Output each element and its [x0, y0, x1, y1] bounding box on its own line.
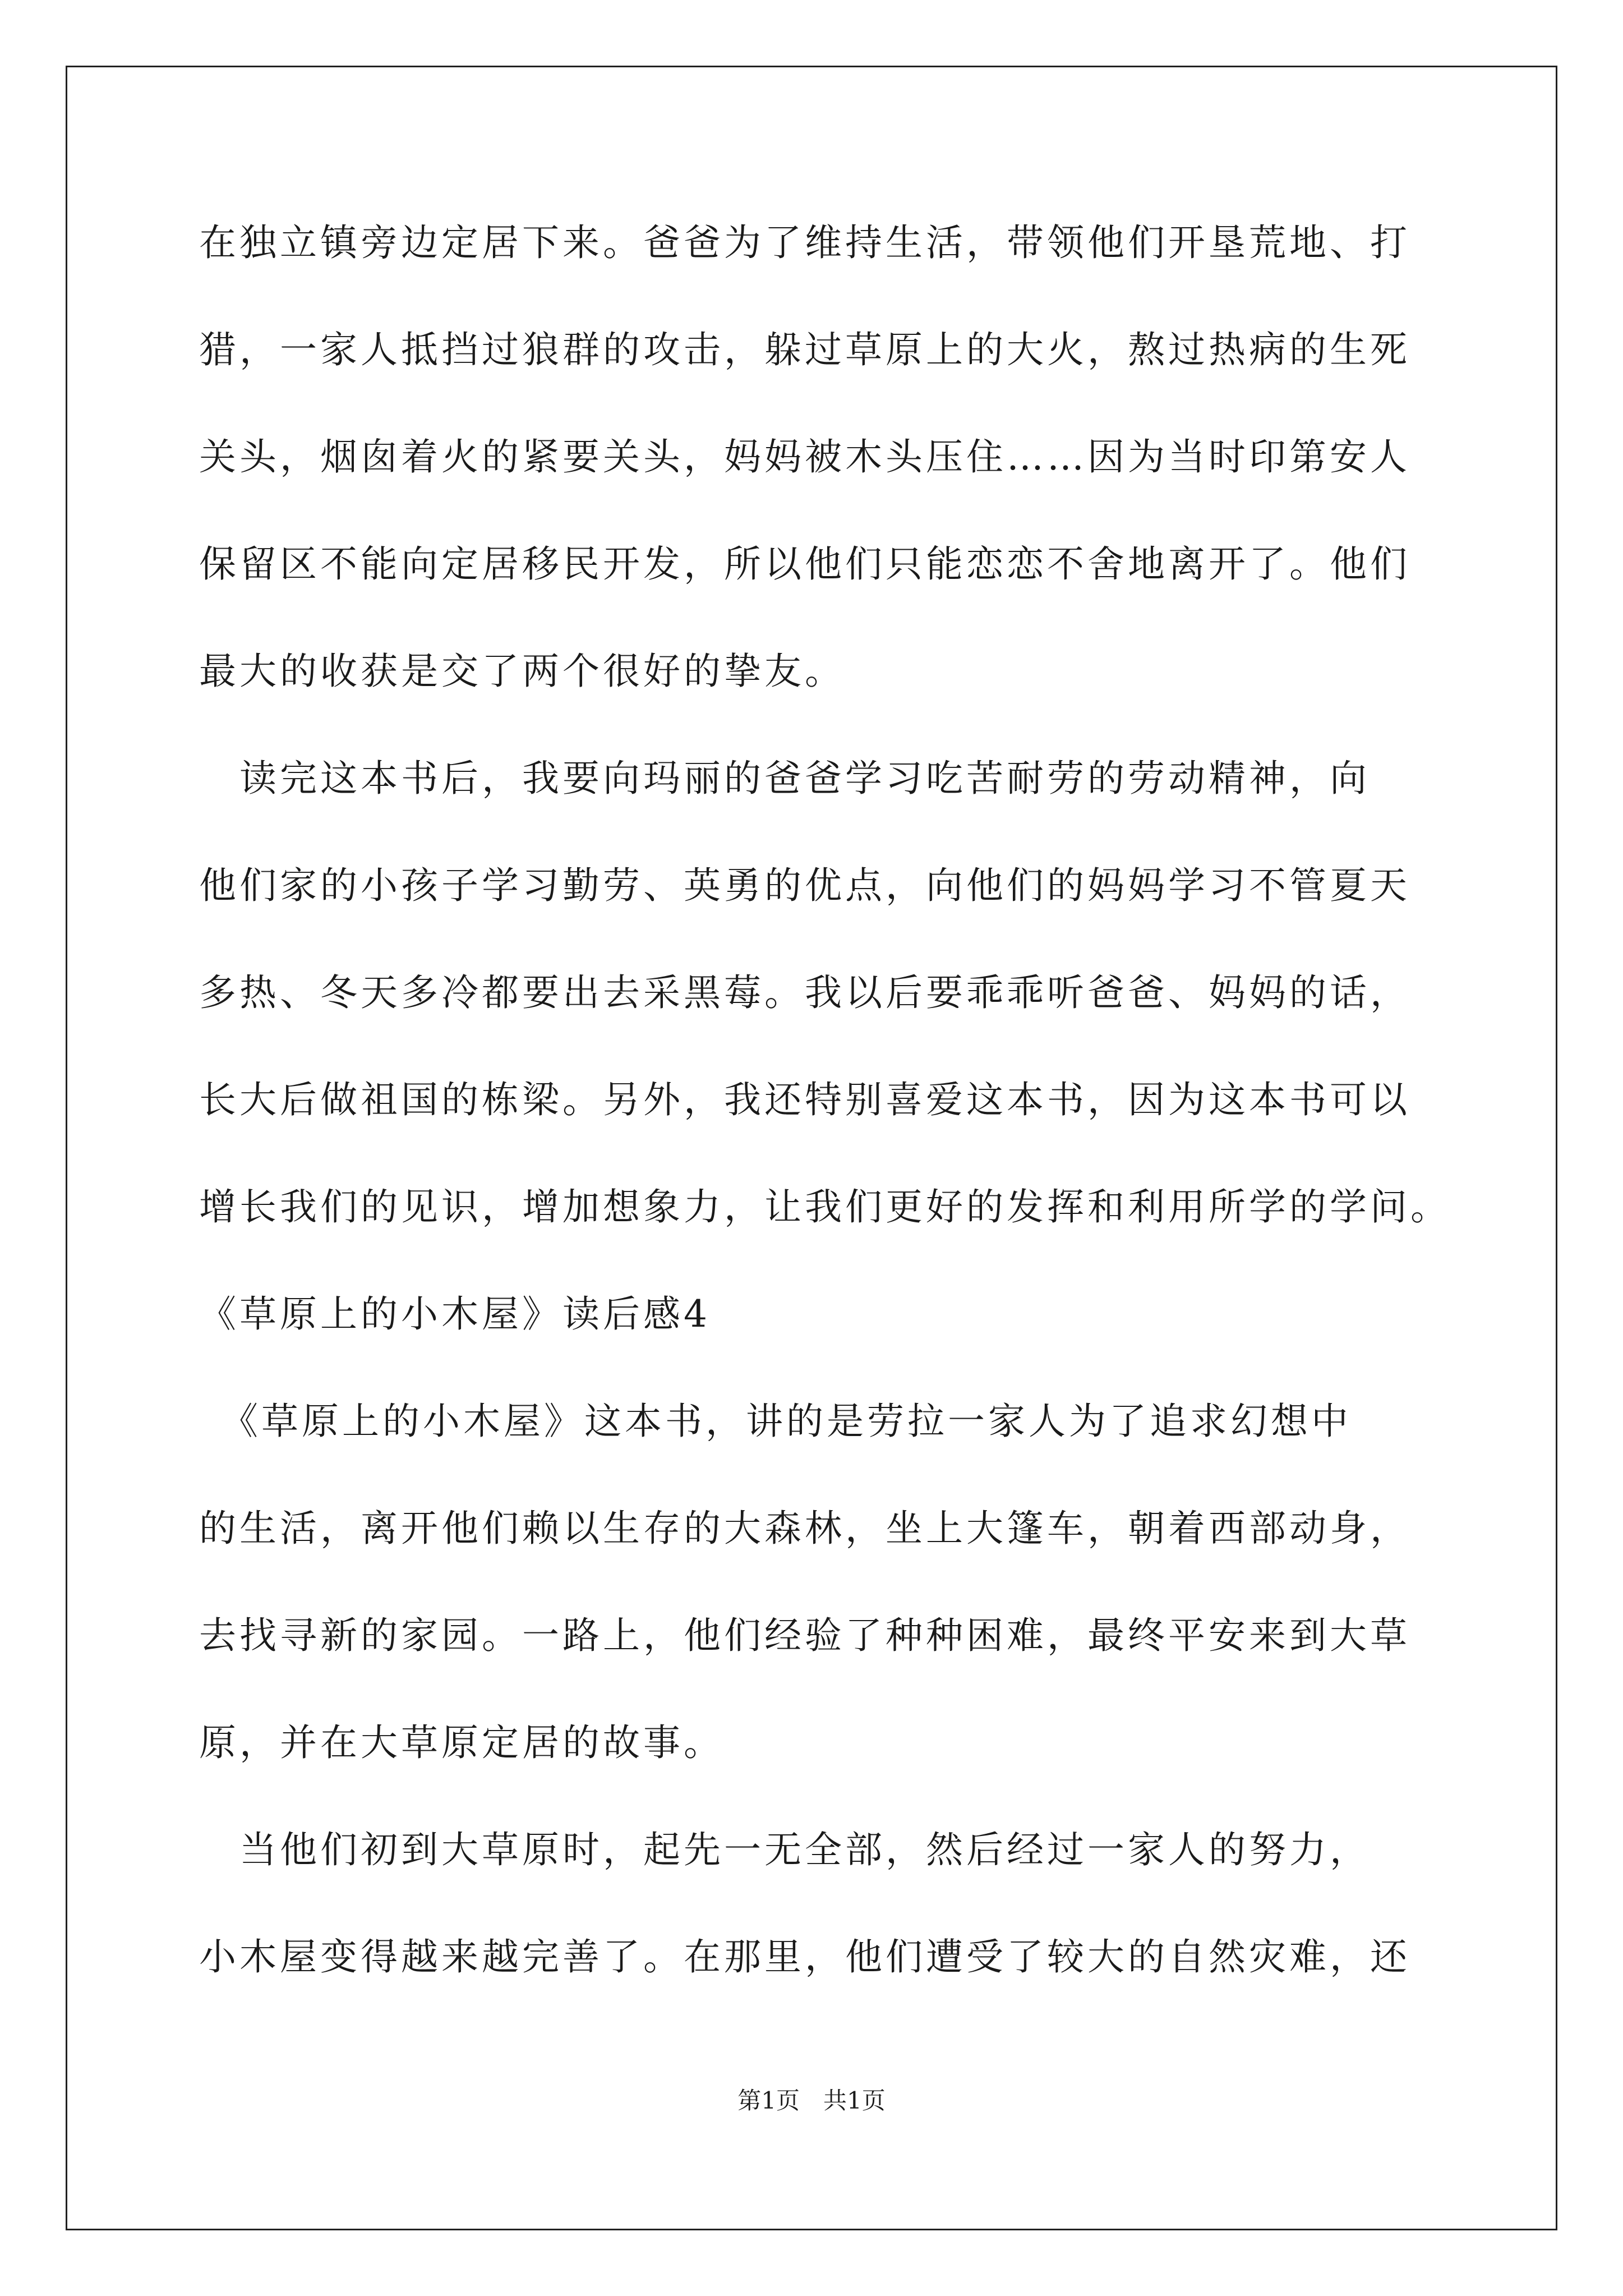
- text-line: 《草原上的小木屋》这本书，讲的是劳拉一家人为了追求幻想中: [199, 1400, 1352, 1443]
- text-line: 关头，烟囱着火的紧要关头，妈妈被木头压住……因为当时印第安人: [199, 435, 1410, 478]
- text-line: 的生活，离开他们赖以生存的大森林，坐上大篷车，朝着西部动身，: [199, 1507, 1410, 1550]
- text-line: 在独立镇旁边定居下来。爸爸为了维持生活，带领他们开垦荒地、打: [199, 221, 1410, 264]
- text-line: 当他们初到大草原时，起先一无全部，然后经过一家人的努力，: [199, 1828, 1370, 1871]
- section-heading: 《草原上的小木屋》读后感4: [199, 1292, 711, 1336]
- text-line: 他们家的小孩子学习勤劳、英勇的优点，向他们的妈妈学习不管夏天: [199, 864, 1410, 907]
- text-line: 长大后做祖国的栋梁。另外，我还特别喜爱这本书，因为这本书可以: [199, 1078, 1410, 1121]
- text-line: 最大的收获是交了两个很好的挚友。: [199, 650, 845, 693]
- text-line: 小木屋变得越来越完善了。在那里，他们遭受了较大的自然灾难，还: [199, 1935, 1410, 1978]
- text-line: 多热、冬天多冷都要出去采黑莓。我以后要乖乖听爸爸、妈妈的话，: [199, 971, 1410, 1014]
- text-line: 保留区不能向定居移民开发，所以他们只能恋恋不舍地离开了。他们: [199, 542, 1410, 586]
- text-line: 原，并在大草原定居的故事。: [199, 1721, 724, 1764]
- page-number: 第1页 共1页: [737, 2087, 886, 2114]
- text-line: 增长我们的见识，增加想象力，让我们更好的发挥和利用所学的学问。: [199, 1185, 1451, 1228]
- text-line: 猎，一家人抵挡过狼群的攻击，躲过草原上的大火，熬过热病的生死: [199, 328, 1410, 371]
- text-line: 读完这本书后，我要向玛丽的爸爸学习吃苦耐劳的劳动精神，向: [199, 757, 1370, 800]
- text-line: 去找寻新的家园。一路上，他们经验了种种困难，最终平安来到大草: [199, 1614, 1410, 1657]
- document-body: [199, 212, 1467, 2033]
